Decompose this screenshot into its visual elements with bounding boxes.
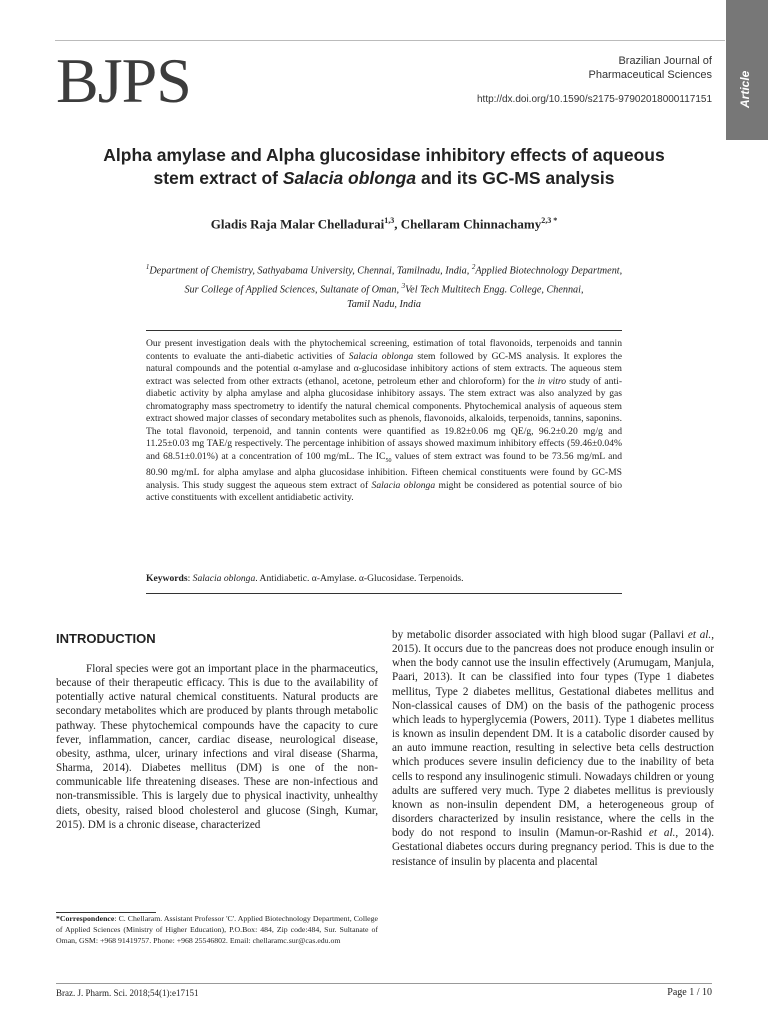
affil-text: Department of Chemistry, Sathyabama University, Chennai, Tamilnadu, India, bbox=[149, 265, 472, 277]
affil-mark: 3 bbox=[401, 281, 406, 290]
footnote-text: : C. Chellaram. Assistant Professor 'C'. Applied Biotechnology Department, College of Applied Sciences (Ministry of Higher Education), P.O.Box: 484, Zip code:484, Sur. Sultanate of Oman, GSM: +968 91419757. Phone: +968 25546802. Email: chellaramc.sur@cas.edu.om bbox=[56, 914, 378, 945]
title-text: and its GC-MS analysis bbox=[416, 168, 615, 188]
journal-logo: BJPS bbox=[56, 45, 191, 116]
title-line2 bbox=[40, 167, 728, 190]
author-1: Gladis Raja Malar Chelladurai bbox=[210, 216, 385, 232]
abstract-italic: Salacia oblonga bbox=[371, 479, 436, 491]
abstract-italic: in vitro bbox=[537, 375, 567, 387]
intro-text: by metabolic disorder associated with high blood sugar (Pallavi bbox=[392, 629, 688, 641]
footnote-label: *Correspondence bbox=[56, 914, 115, 923]
affil-text: Vel Tech Multitech Engg. College, Chennai, bbox=[405, 284, 584, 296]
author-2-affil: 2,3 * bbox=[541, 216, 558, 225]
intro-text: , 2014). Gestational diabetes occurs during pregnancy period. This is due to the resistance of insulin by placenta and placental bbox=[392, 827, 715, 868]
affil-mark: 1 bbox=[145, 263, 150, 271]
keyword-species: Salacia oblonga bbox=[192, 573, 256, 584]
affil-text: Applied Biotechnology Department, bbox=[475, 265, 623, 277]
intro-right-column bbox=[392, 628, 714, 869]
intro-text: , 2015). It occurs due to the pancreas does not produce enough insulin or when the body cannot use the insulin effectively (Arumugam, Manjula, Paari, 2013). It can be classified into four types (Type 1 diabetes mellitus, Type 2 diabetes mellitus, Gestational diabetes mellitus and Non-classical causes of DM) on the basis of the pathogenic process which leads to hyperglycemia (Powers, 2011). Type 1 diabetes mellitus is known as insulin dependent DM. It is a catabolic disorder caused by an auto immune reaction, resulting in selective beta cells destruction which produces severe insulin deficiency due to the inability of beta cells to respond any insulinogenic stimuli. Nowadays children or young adults are suffered very much. Type 2 diabetes mellitus is previously known as non-insulin dependent DM, a heterogeneous group of disorders characterized by insulin resistance, where the cells in the body do not respond to insulin (Mamun-or-Rashid bbox=[392, 629, 714, 840]
author-list bbox=[0, 216, 768, 232]
affiliation-line2 bbox=[70, 279, 698, 298]
abstract-subscript: 50 bbox=[385, 457, 392, 464]
keywords-list: . Antidiabetic. α-Amylase. α-Glucosidase. Terpenoids. bbox=[255, 573, 464, 584]
abstract bbox=[146, 338, 622, 505]
journal-name-line1: Brazilian Journal of bbox=[618, 55, 712, 67]
affiliation-line3: Tamil Nadu, India bbox=[346, 298, 422, 310]
intro-paragraph: Floral species were got an important place in the pharmaceutics, because of their therapeutic efficacy. This is due to the availability of potentially active natural chemical constituents. Natural products are secondary metabolites which are produced by plants through metabolic pathway. These phytochemical compounds have the capacity to cure fever, inflammation, cancer, cardiac disease, neurological disease, obesity, asthma, ulcer, urinary infections and viral disease (Sharma, Sharma, 2014). Diabetes mellitus (DM) is one of the non-communicable life threatening diseases. These are non-infectious and non-transmissible. This is largely due to physical inactivity, unhealthy diets, obesity, raised blood cholesterol and glucose (Singh, Kumar, 2015). DM is a chronic disease, characterized bbox=[56, 663, 378, 831]
page-number: Page 1 / 10 bbox=[667, 987, 712, 998]
abstract-bottom-rule bbox=[146, 593, 622, 594]
abstract-text: stem followed by GC-MS analysis. It explores the natural compounds and the potential α-amylase and α-glucosidase inhibitory actions of stem extracts. The aqueous stem extract was selected from other extracts (ethanol, acetone, petroleum ether and chloroform) for the bbox=[146, 350, 623, 387]
journal-name bbox=[588, 54, 712, 82]
abstract-top-rule bbox=[146, 330, 622, 331]
keywords bbox=[146, 573, 622, 584]
author-separator: , bbox=[394, 216, 401, 232]
abstract-italic: Salacia oblonga bbox=[348, 350, 414, 362]
section-heading-introduction: INTRODUCTION bbox=[56, 631, 156, 646]
footer-rule bbox=[56, 983, 712, 984]
intro-italic: et al. bbox=[687, 629, 712, 641]
journal-name-line2: Pharmaceutical Sciences bbox=[588, 69, 712, 81]
author-1-affil: 1,3 bbox=[384, 216, 395, 225]
affiliation-line1 bbox=[70, 260, 698, 279]
article-type-label: Article bbox=[738, 70, 752, 108]
title-line1: Alpha amylase and Alpha glucosidase inhibitory effects of aqueous bbox=[103, 145, 665, 165]
citation-footer: Braz. J. Pharm. Sci. 2018;54(1):e17151 bbox=[56, 988, 199, 998]
intro-italic: et al. bbox=[648, 827, 676, 840]
title-text: stem extract of bbox=[153, 168, 283, 188]
affil-mark: 2 bbox=[471, 263, 476, 271]
abstract-text: study of anti-diabetic activity by alpha amylase and alpha glucosidase inhibitory assays. The stem extract was also analyzed by gas chromatography mass spectrometry to identify the natural chemical components. Phytochemical analysis of aqueous stem extract showed major classes of secondary metabolites such as phenols, flavonoids, alkaloids, terpenoids, tannins, saponins. The total flavonoid, terpenoid, and tannin contents were quantified as 19.82±0.06 mg QE/g, 96.2±0.20 mg/g and 11.25±0.03 mg TAE/g respectively. The percentage inhibition of assays showed maximum inhibitory effects (59.46±0.04% and 68.51±0.01%) at a concentration of 100 mg/mL. The IC bbox=[146, 375, 623, 462]
doi-link[interactable]: http://dx.doi.org/10.1590/s2175-97902018000117151 bbox=[476, 94, 712, 105]
title-species: Salacia oblonga bbox=[282, 168, 417, 188]
article-type-tab bbox=[726, 0, 768, 140]
abstract-text: Our present investigation deals with the phytochemical screening, estimation of total flavonoids, terpenoids and tannin contents to evaluate the anti-diabetic activities of bbox=[146, 338, 622, 362]
intro-left-column bbox=[56, 662, 378, 832]
paper-title bbox=[40, 144, 728, 190]
affiliations bbox=[70, 260, 698, 312]
keywords-colon: : bbox=[187, 573, 193, 584]
abstract-text: values of stem extract was found to be 73.56 mg/mL and 80.90 mg/mL for alpha amylase and alpha glucosidase inhibition. Fifteen chemical constituents were found by GC-MS analysis. This study suggest the aqueous stem extract of bbox=[146, 450, 622, 491]
author-2: Chellaram Chinnachamy bbox=[400, 216, 542, 232]
keywords-label: Keywords bbox=[146, 573, 188, 584]
intro-paragraph bbox=[392, 628, 714, 869]
correspondence-footnote bbox=[56, 913, 378, 946]
affil-text: Sur College of Applied Sciences, Sultanate of Oman, bbox=[184, 284, 402, 296]
header-rule bbox=[55, 40, 725, 41]
abstract-text: might be considered as potential source of bio active constituents with excellent antidiabetic activity. bbox=[146, 479, 623, 504]
